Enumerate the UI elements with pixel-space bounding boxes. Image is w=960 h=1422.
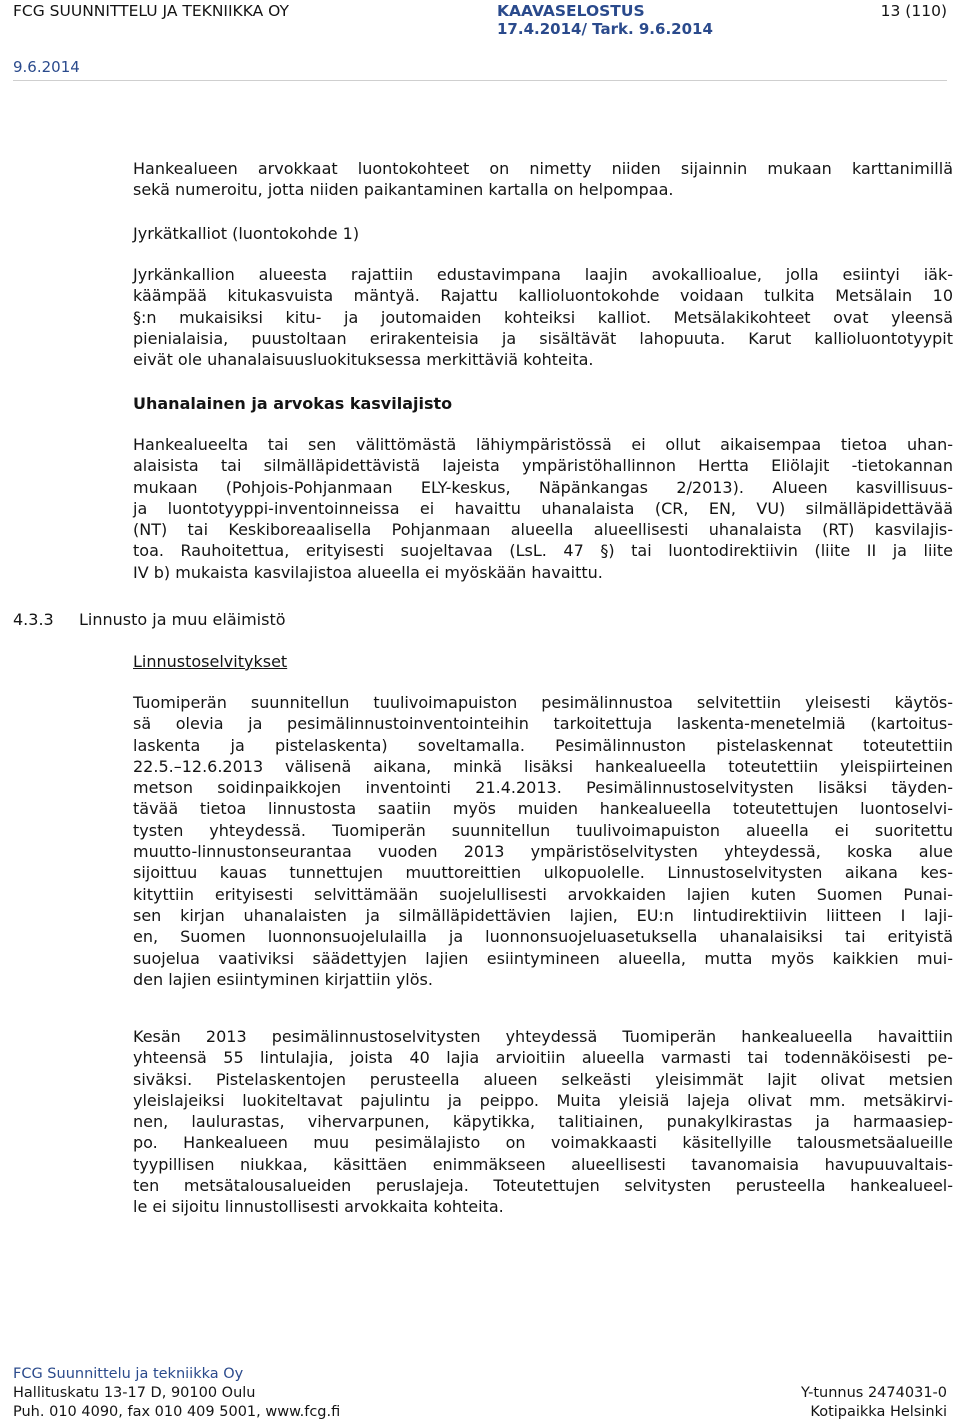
- text-line: toa. Rauhoitettua, erityisesti suojeltavaa (LsL. 47 §) tai luontodirektiivin (liite II ja liite: [133, 541, 953, 561]
- text-line: alaisista tai silmälläpidettävistä lajeista ympäristöhallinnon Hertta Eliölajit -tietokannan: [133, 456, 953, 476]
- text-line: Kesän 2013 pesimälinnustoselvitysten yhteydessä Tuomiperän hankealueella havaittiin: [133, 1027, 953, 1046]
- header-date: 9.6.2014: [13, 58, 80, 76]
- text-line: sekä numeroitu, jotta niiden paikantaminen kartalla on helpompaa.: [133, 180, 674, 200]
- jyrkat-paragraph: [133, 264, 953, 370]
- footer-business-id: Y-tunnus 2474031-0: [800, 1385, 947, 1401]
- kasvi-heading: Uhanalainen ja arvokas kasvilajisto: [133, 394, 453, 413]
- text-line: pienialaisia, puustoltaan erirakenteisia ja sisältävät lahopuuta. Karut kallioluontotyypit: [133, 328, 953, 348]
- header-page-number: 13 (110): [880, 2, 947, 20]
- text-line: tävää tietoa linnustosta saatiin myös muiden hankealueella toteutettujen luontoselvi-: [133, 799, 953, 819]
- text-line: po. Hankealueen muu pesimälajisto on voimakkaasti käsitellyille talousmetsäalueille: [133, 1133, 953, 1153]
- text-line: nen, laulurastas, vihervarpunen, käpytikka, talitiainen, punakylkirastas ja harmaasiep-: [133, 1112, 953, 1132]
- text-line: sijoittuu kauas tunnettujen muuttoreittien ulkopuolelle. Linnustoselvitysten aikana kes-: [133, 863, 953, 883]
- text-line: IV b) mukaista kasvilajistoa alueella ei myöskään havaittu.: [133, 562, 603, 582]
- text-line: käämpää kitukasvuista mäntyä. Rajattu kallioluontokohde voidaan tulkita Metsälain 10: [133, 286, 953, 306]
- section-number: 4.3.3: [13, 610, 54, 629]
- text-line: eivät ole uhanalaisuusluokituksessa merkittäviä kohteita.: [133, 350, 594, 370]
- text-line: Hankealueen arvokkaat luontokohteet on nimetty niiden sijainnin mukaan karttanimillä: [133, 159, 953, 178]
- text-line: sen kirjan uhanalaisten ja silmälläpidettävien lajien, EU:n lintudirektiivin liitteen I laji-: [133, 905, 953, 925]
- text-line: ten metsätalousalueiden peruslajeja. Toteutettujen selvitysten perusteella hankealueel-: [133, 1176, 953, 1196]
- text-line: §:n mukaisiksi kitu- ja joutomaiden kohteiksi kalliot. Metsälakikohteet ovat yleensä: [133, 307, 953, 327]
- linnusto-paragraph-1: [133, 692, 953, 990]
- text-line: (NT) tai Keskiboreaalisella Pohjanmaan alueella alueellisesti uhanalaista (RT) kasvilajis-: [133, 520, 953, 540]
- text-line: kityttiin erityisesti selvittämään suojelullisesti arvokkaiden lajien kuten Suomen Punai-: [133, 884, 953, 904]
- footer-domicile: Kotipaikka Helsinki: [810, 1404, 947, 1420]
- text-line: en, Suomen luonnonsuojelulailla ja luonnonsuojeluasetuksella uhanalaisiksi tai erityistä: [133, 927, 953, 947]
- linnusto-paragraph-2: [133, 1026, 953, 1218]
- jyrkat-heading: Jyrkätkalliot (luontokohde 1): [133, 224, 360, 243]
- text-line: yhteensä 55 lintulajia, joista 40 lajia arvioitiin alueella varmasti tai todennäköisesti pe-: [133, 1048, 953, 1068]
- text-line: siväksi. Pistelaskentojen perusteella alueen selkeästi yleisimmät lajit olivat metsien: [133, 1069, 953, 1089]
- text-line: muutto-linnustonseurantaa vuoden 2013 ympäristöselvitysten yhteydessä, koska alue: [133, 842, 953, 862]
- footer-contact: Puh. 010 4090, fax 010 409 5001, www.fcg.fi: [13, 1404, 341, 1420]
- section-title: Linnusto ja muu eläimistö: [79, 610, 286, 629]
- text-line: suojelua vaativiksi säädettyjen lajien esiintymineen alueella, mutta myös kaikkien mui-: [133, 948, 953, 968]
- text-line: Hankealueelta tai sen välittömästä lähiympäristössä ei ollut aikaisempaa tietoa uhan-: [133, 435, 953, 454]
- text-line: ja luontotyyppi-inventoinneissa ei havaittu uhanalaista (CR, EN, VU) silmälläpidettävää: [133, 498, 953, 518]
- footer-company: FCG Suunnittelu ja tekniikka Oy: [13, 1366, 244, 1382]
- header-divider: [13, 80, 947, 81]
- header-doc-type: KAAVASELOSTUS: [497, 2, 645, 20]
- text-line: tysten yhteydessä. Tuomiperän suunnitellun tuulivoimapuiston alueella ei suoritettu: [133, 820, 953, 840]
- text-line: Tuomiperän suunnitellun tuulivoimapuiston pesimälinnustoa selvitettiin yleisesti käytös-: [133, 693, 953, 712]
- linnusto-subheading: Linnustoselvitykset: [133, 652, 288, 671]
- text-line: yleislajeiksi luokiteltavat pajulintu ja peippo. Muita yleisiä lajeja olivat mm. metsäkirvi-: [133, 1090, 953, 1110]
- text-line: tyypillisen niukkaa, käsittäen enimmäkseen alueellisesti tavanomaisia havupuuvaltais-: [133, 1154, 953, 1174]
- text-line: mukaan (Pohjois-Pohjanmaan ELY-keskus, Näpänkangas 2/2013). Alueen kasvillisuus-: [133, 477, 953, 497]
- kasvi-paragraph: [133, 434, 953, 583]
- text-line: metson soidinpaikkojen inventointi 21.4.2013. Pesimälinnustoselvitysten lisäksi täyden-: [133, 778, 953, 798]
- header-company: FCG SUUNNITTELU JA TEKNIIKKA OY: [13, 2, 289, 20]
- text-line: Jyrkänkallion alueesta rajattiin edustavimpana laajin avokallioalue, jolla esiintyi iäk-: [133, 265, 953, 284]
- header-doc-dates: 17.4.2014/ Tark. 9.6.2014: [497, 20, 713, 38]
- intro-paragraph: [133, 158, 953, 201]
- text-line: den lajien esiintyminen kirjattiin ylös.: [133, 969, 433, 989]
- text-line: 22.5.–12.6.2013 välisenä aikana, minkä lisäksi hankealueella toteutettiin yleispiirteinen: [133, 756, 953, 776]
- text-line: le ei sijoitu linnustollisesti arvokkaita kohteita.: [133, 1197, 504, 1217]
- footer-address: Hallituskatu 13-17 D, 90100 Oulu: [13, 1385, 256, 1401]
- text-line: sä olevia ja pesimälinnustoinventointeihin tarkoitettuja laskenta-menetelmiä (kartoitus-: [133, 714, 953, 734]
- text-line: laskenta ja pistelaskenta) soveltamalla. Pesimälinnuston pistelaskennat toteutettiin: [133, 735, 953, 755]
